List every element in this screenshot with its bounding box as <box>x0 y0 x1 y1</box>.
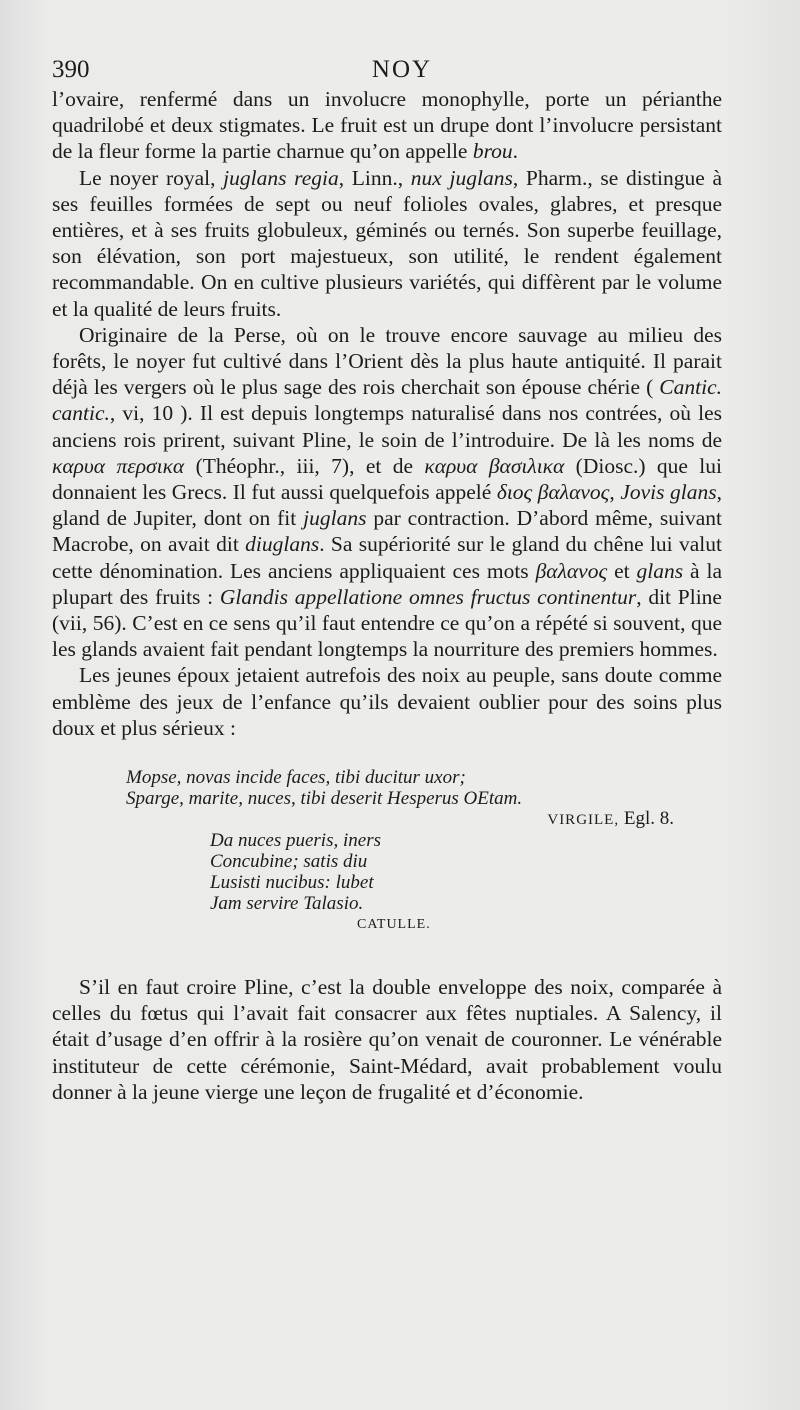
paragraph <box>52 165 722 322</box>
text-run: Le noyer royal, <box>79 165 224 190</box>
virgil-quote <box>126 767 722 809</box>
text-run: Originaire de la Perse, où on le trouve encore sauvage au milieu des forêts, le noyer fut cultivé dans l’Orient dès la plus haute antiquité. Il parait déjà les vergers où le plus sage des rois cherchait son épouse chérie ( <box>52 322 722 400</box>
paragraph <box>52 662 722 741</box>
paragraph <box>52 322 722 663</box>
paragraph <box>52 86 722 165</box>
page-body <box>52 86 722 1105</box>
virgil-attribution <box>52 809 722 830</box>
text-run: . <box>512 139 519 164</box>
verse-line: Da nuces pueris, iners <box>210 830 381 852</box>
italic-run: diuglans <box>245 532 320 557</box>
italic-run: nux juglans <box>410 165 513 190</box>
verse-line: Concubine; satis diu <box>210 851 368 873</box>
text-run: , <box>609 480 621 505</box>
italic-run: glans <box>636 558 684 583</box>
text-run: . Sa supériorité sur le gland du chêne lui valut cette dénomination. Les anciens appliquaient ces mots <box>52 532 722 583</box>
italic-run: καρυα βασιλικα <box>424 453 565 478</box>
spacer <box>52 934 722 974</box>
page-number: 390 <box>52 56 90 83</box>
catullus-attribution: CATULLE. <box>357 917 431 933</box>
italic-run: Cantic. cantic. <box>52 375 722 426</box>
verse-line: Jam servire Talasio. <box>210 893 364 915</box>
italic-run: juglans regia <box>223 165 339 190</box>
text-run: , vi, 10 ). Il est depuis longtemps naturalisé dans nos contrées, où les anciens rois prirent, suivant Pline, le soin de l’introduire. De là les noms de <box>52 401 722 452</box>
quote-author: VIRGILE <box>547 812 615 829</box>
page-header <box>52 56 752 86</box>
verse-line: Sparge, marite, nuces, tibi deserit Hesperus OEtam. <box>126 788 523 810</box>
catullus-quote <box>210 830 722 914</box>
spacer <box>52 741 722 767</box>
italic-run: καρυα περσικα <box>52 453 185 478</box>
text-run: l’ovaire, renfermé dans un involucre monophylle, porte un périanthe quadrilobé et deux stigmates. Le fruit est un drupe dont l’involucre persistant de la fleur forme la partie charnue qu’on appelle <box>52 87 722 164</box>
text-run: , dit Pline (vii, 56). C’est en ce sens qu’il faut entendre ce qu’on a répété si souvent, que les glands avaient fait pendant longtemps la nourriture des premiers hommes. <box>52 584 722 662</box>
text-run: (Théophr., iii, 7), et de <box>184 453 425 478</box>
italic-run: διος βαλανος <box>496 480 610 505</box>
verse-line: Lusisti nucibus: lubet <box>210 872 374 894</box>
text-run: Les jeunes époux jetaient autrefois des noix au peuple, sans doute comme emblème des jeux de l’enfance qu’ils devaient oublier pour des soins plus doux et plus sérieux : <box>52 663 722 740</box>
paragraph <box>52 974 722 1105</box>
text-run: (Diosc.) que lui donnaient les Grecs. Il fut aussi quelquefois appelé <box>52 453 723 505</box>
text-run: , gland de Jupiter, dont on fit <box>52 480 722 531</box>
text-run: , Pharm., se distingue à ses feuilles formées de sept ou neuf folioles ovales, glabres, et presque entières, et à ses fruits globuleux, géminés ou ternés. Son superbe feuillage, son élévation, son port majestueux, son utilité, le rendent également recommandable. On en cultive plusieurs variétés, qui diffèrent par le volume et la qualité de leurs fruits. <box>52 165 723 321</box>
italic-run: Jovis glans <box>620 480 717 505</box>
quote-reference: Egl. 8. <box>623 808 674 830</box>
italic-run: juglans <box>303 506 367 531</box>
text-run: , Linn., <box>338 165 411 190</box>
text-run: à la plupart des fruits : <box>52 558 722 609</box>
italic-run: βαλανος <box>535 558 608 583</box>
italic-run: Glandis appellatione omnes fructus continentur <box>219 584 637 609</box>
text-run: et <box>607 558 637 583</box>
text-run: par contraction. D’abord même, suivant Macrobe, on avait dit <box>52 506 722 557</box>
running-head: NOY <box>371 56 433 83</box>
italic-run: brou <box>472 139 513 164</box>
verse-line: Mopse, novas incide faces, tibi ducitur uxor; <box>126 767 466 789</box>
separator: , <box>614 812 624 829</box>
text-run: S’il en faut croire Pline, c’est la double enveloppe des noix, comparée à celles du fœtus qui l’avait fait consacrer aux fêtes nuptiales. A Salency, il était d’usage d’en offrir à la rosière qu’on venait de couronner. Le vénérable instituteur de cette cérémonie, Saint-Médard, avait probablement voulu donner à la jeune vierge une leçon de frugalité et d’économie. <box>52 975 722 1104</box>
